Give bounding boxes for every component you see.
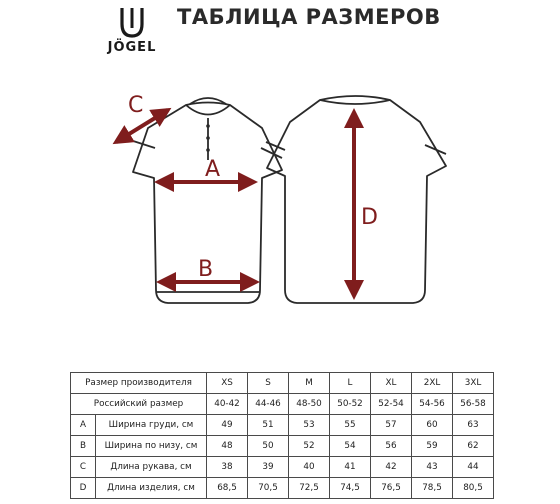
label-a: A	[205, 157, 221, 182]
label-d: D	[361, 205, 378, 230]
row-code: D	[71, 478, 96, 499]
table-cell: 49	[207, 415, 248, 436]
russian-size: 56-58	[453, 394, 494, 415]
table-cell: 62	[453, 436, 494, 457]
table-cell: 53	[289, 415, 330, 436]
table-cell: 51	[248, 415, 289, 436]
table-cell: 60	[412, 415, 453, 436]
table-cell: 48	[207, 436, 248, 457]
table-row	[71, 478, 494, 499]
table-row	[71, 394, 494, 415]
table-cell: 39	[248, 457, 289, 478]
table-row	[71, 457, 494, 478]
row-code: A	[71, 415, 96, 436]
size-header: 2XL	[412, 373, 453, 394]
table-cell: 50	[248, 436, 289, 457]
russian-size-label: Российский размер	[71, 394, 207, 415]
label-b: B	[198, 257, 214, 282]
row-label: Ширина груди, см	[96, 415, 207, 436]
table-cell: 72,5	[289, 478, 330, 499]
table-cell: 52	[289, 436, 330, 457]
table-cell: 43	[412, 457, 453, 478]
row-code: C	[71, 457, 96, 478]
russian-size: 54-56	[412, 394, 453, 415]
table-cell: 42	[371, 457, 412, 478]
table-row	[71, 436, 494, 457]
table-cell: 55	[330, 415, 371, 436]
table-cell: 74,5	[330, 478, 371, 499]
table-cell: 56	[371, 436, 412, 457]
table-cell: 41	[330, 457, 371, 478]
table-cell: 44	[453, 457, 494, 478]
size-header: XS	[207, 373, 248, 394]
table-cell: 38	[207, 457, 248, 478]
table-cell: 80,5	[453, 478, 494, 499]
table-cell: 59	[412, 436, 453, 457]
row-label: Ширина по низу, см	[96, 436, 207, 457]
russian-size: 40-42	[207, 394, 248, 415]
size-header: L	[330, 373, 371, 394]
russian-size: 48-50	[289, 394, 330, 415]
header-label: Размер производителя	[71, 373, 207, 394]
size-table	[70, 372, 494, 499]
size-header: 3XL	[453, 373, 494, 394]
size-header: M	[289, 373, 330, 394]
size-header: S	[248, 373, 289, 394]
table-cell: 76,5	[371, 478, 412, 499]
row-label: Длина изделия, см	[96, 478, 207, 499]
table-row	[71, 415, 494, 436]
table-cell: 70,5	[248, 478, 289, 499]
label-c: C	[128, 93, 144, 118]
russian-size: 44-46	[248, 394, 289, 415]
size-header: XL	[371, 373, 412, 394]
table-cell: 54	[330, 436, 371, 457]
table-cell: 40	[289, 457, 330, 478]
table-cell: 78,5	[412, 478, 453, 499]
table-row	[71, 373, 494, 394]
table-cell: 57	[371, 415, 412, 436]
page-title: ТАБЛИЦА РАЗМЕРОВ	[177, 5, 441, 29]
logo-text: JÖGEL	[107, 40, 157, 55]
table-cell: 68,5	[207, 478, 248, 499]
table-cell: 63	[453, 415, 494, 436]
row-code: B	[71, 436, 96, 457]
row-label: Длина рукава, см	[96, 457, 207, 478]
russian-size: 52-54	[371, 394, 412, 415]
russian-size: 50-52	[330, 394, 371, 415]
